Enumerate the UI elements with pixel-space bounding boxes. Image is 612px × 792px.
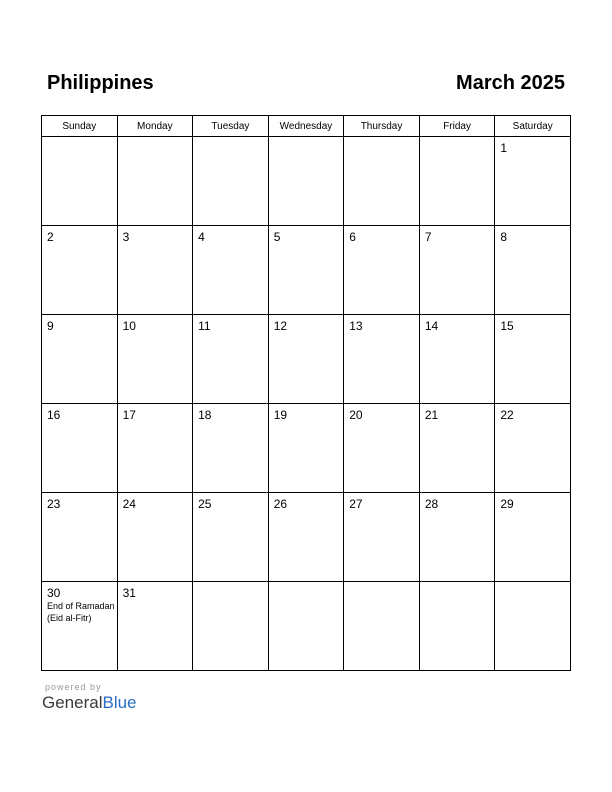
day-cell <box>495 493 571 582</box>
day-number: 29 <box>500 497 514 511</box>
day-cell <box>344 315 420 404</box>
day-number: 10 <box>122 319 136 333</box>
day-number: 17 <box>122 408 136 422</box>
day-cell <box>42 226 118 315</box>
day-cell <box>42 315 118 404</box>
holiday-label: End of Ramadan <box>47 601 115 611</box>
day-number: 31 <box>122 586 136 600</box>
day-number: 15 <box>500 319 514 333</box>
day-cell <box>193 226 269 315</box>
day-cell <box>42 582 118 671</box>
day-number <box>420 582 495 586</box>
day-cell <box>495 582 571 671</box>
day-cell <box>268 226 344 315</box>
day-cell <box>42 404 118 493</box>
day-cell <box>419 137 495 226</box>
day-number <box>344 137 419 141</box>
week-row <box>42 315 571 404</box>
day-number: 2 <box>47 230 54 244</box>
day-number: 9 <box>47 319 54 333</box>
day-number <box>495 582 570 586</box>
week-row <box>42 226 571 315</box>
day-number: 20 <box>349 408 363 422</box>
day-cell <box>117 582 193 671</box>
weekday-header-sunday: Sunday <box>42 116 118 137</box>
weekday-header-tuesday: Tuesday <box>193 116 269 137</box>
holiday-label: (Eid al-Fitr) <box>47 613 92 623</box>
brand-blue-text: Blue <box>102 693 137 712</box>
country-title: Philippines <box>47 72 154 94</box>
day-number: 1 <box>500 141 508 155</box>
day-number <box>193 582 268 586</box>
day-number: 25 <box>198 497 212 511</box>
day-number <box>344 582 419 586</box>
day-number: 8 <box>500 230 508 244</box>
day-cell <box>419 404 495 493</box>
day-cell <box>42 493 118 582</box>
day-number: 24 <box>122 497 136 511</box>
day-number: 16 <box>47 408 61 422</box>
day-number: 19 <box>273 408 288 422</box>
day-number: 28 <box>424 497 439 511</box>
day-cell <box>344 226 420 315</box>
day-cell <box>268 582 344 671</box>
day-number: 30 <box>47 586 61 600</box>
day-cell <box>419 226 495 315</box>
day-cell <box>268 493 344 582</box>
day-cell <box>193 493 269 582</box>
day-number: 14 <box>424 319 439 333</box>
day-cell <box>268 404 344 493</box>
weekday-header-thursday: Thursday <box>344 116 420 137</box>
day-number: 6 <box>349 230 356 244</box>
day-cell <box>344 137 420 226</box>
day-number <box>193 137 268 141</box>
day-number: 13 <box>349 319 363 333</box>
weekday-header-monday: Monday <box>117 116 193 137</box>
generalblue-logo[interactable] <box>42 693 137 713</box>
day-cell <box>117 493 193 582</box>
day-cell <box>117 226 193 315</box>
day-cell <box>268 137 344 226</box>
week-row <box>42 493 571 582</box>
day-cell <box>117 315 193 404</box>
day-number <box>269 582 344 586</box>
day-cell <box>495 315 571 404</box>
day-cell <box>117 137 193 226</box>
week-row <box>42 404 571 493</box>
weekday-header-wednesday: Wednesday <box>268 116 344 137</box>
weekday-header-row <box>42 116 571 137</box>
day-cell <box>193 137 269 226</box>
day-cell <box>344 582 420 671</box>
week-row <box>42 582 571 671</box>
weekday-header-saturday: Saturday <box>495 116 571 137</box>
day-number: 21 <box>424 408 439 422</box>
day-cell <box>117 404 193 493</box>
day-cell <box>268 315 344 404</box>
day-number: 23 <box>47 497 61 511</box>
day-cell <box>193 315 269 404</box>
day-cell <box>495 404 571 493</box>
weekday-header-friday: Friday <box>419 116 495 137</box>
day-cell <box>344 493 420 582</box>
week-row <box>42 137 571 226</box>
day-number <box>269 137 344 141</box>
day-cell <box>193 404 269 493</box>
day-cell <box>495 137 571 226</box>
day-number: 5 <box>273 230 281 244</box>
day-number: 22 <box>500 408 514 422</box>
day-number <box>420 137 495 141</box>
day-number: 7 <box>424 230 432 244</box>
powered-by-label: powered by <box>45 682 102 692</box>
day-cell <box>419 493 495 582</box>
day-number: 4 <box>198 230 205 244</box>
calendar-grid <box>41 115 571 671</box>
day-number: 26 <box>273 497 288 511</box>
day-number: 3 <box>122 230 130 244</box>
day-cell <box>495 226 571 315</box>
day-number: 11 <box>198 319 211 333</box>
day-cell <box>193 582 269 671</box>
day-number <box>118 137 193 141</box>
day-cell <box>419 315 495 404</box>
brand-general-text: General <box>42 693 103 712</box>
day-cell <box>42 137 118 226</box>
day-number: 27 <box>349 497 363 511</box>
day-cell <box>344 404 420 493</box>
day-cell <box>419 582 495 671</box>
month-year-title: March 2025 <box>456 72 565 94</box>
day-number <box>42 137 117 141</box>
day-number: 12 <box>273 319 288 333</box>
day-number: 18 <box>198 408 212 422</box>
